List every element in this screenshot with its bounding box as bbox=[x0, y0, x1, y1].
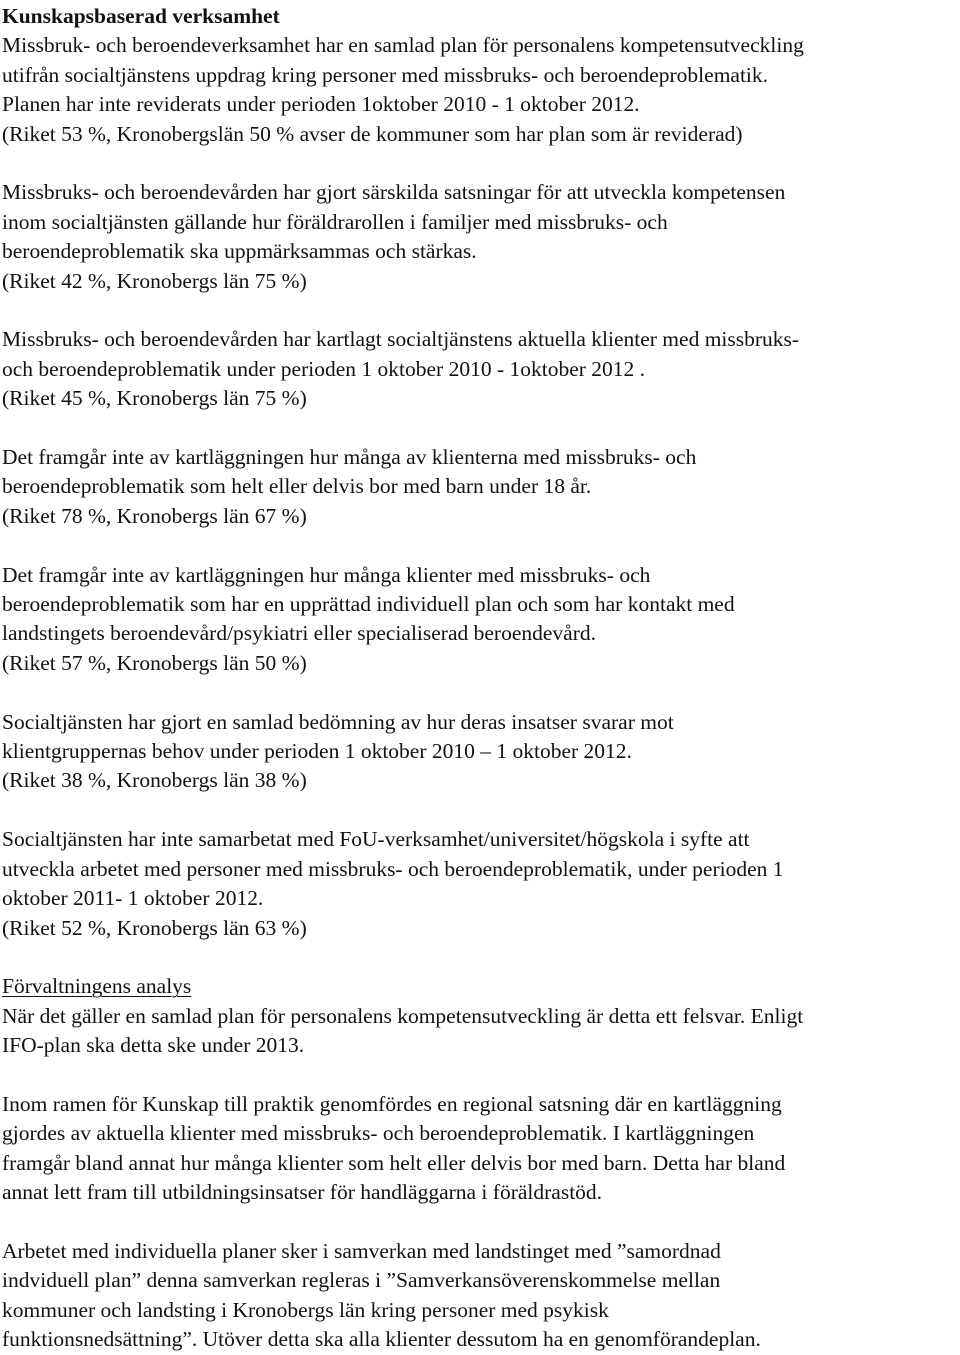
finding-paragraph bbox=[2, 825, 960, 943]
text-line: Det framgår inte av kartläggningen hur många klienter med missbruks- och bbox=[2, 562, 651, 587]
text-line: beroendeproblematik som har en upprättad individuell plan och som har kontakt med bbox=[2, 592, 735, 617]
text-line: Missbruks- och beroendevården har kartlagt socialtjänstens aktuella klienter med missbruks- bbox=[2, 327, 800, 352]
analysis-paragraph bbox=[2, 1237, 960, 1355]
paragraph-gap bbox=[2, 531, 960, 560]
text-line: framgår bland annat hur många klienter som helt eller delvis bor med barn. Detta har bland bbox=[2, 1150, 786, 1175]
text-line: (Riket 78 %, Kronobergs län 67 %) bbox=[2, 503, 307, 528]
section-heading: Kunskapsbaserad verksamhet bbox=[2, 4, 280, 28]
analysis-heading: Förvaltningens analys bbox=[2, 974, 192, 999]
analysis-paragraph bbox=[2, 1090, 960, 1208]
text-line: (Riket 42 %, Kronobergs län 75 %) bbox=[2, 268, 307, 293]
text-line: (Riket 38 %, Kronobergs län 38 %) bbox=[2, 768, 307, 793]
analysis-paragraph bbox=[2, 1002, 960, 1061]
text-line: kommuner och landsting i Kronobergs län kring personer med psykisk bbox=[2, 1297, 609, 1322]
text-line: gjordes av aktuella klienter med missbruks- och beroendeproblematik. I kartläggningen bbox=[2, 1121, 755, 1146]
text-line: Missbruks- och beroendevården har gjort särskilda satsningar för att utveckla kompetensen bbox=[2, 180, 786, 205]
text-line: beroendeproblematik som helt eller delvis bor med barn under 18 år. bbox=[2, 474, 592, 499]
finding-paragraph bbox=[2, 708, 960, 796]
text-line: Arbetet med individuella planer sker i samverkan med landstinget med ”samordnad bbox=[2, 1238, 721, 1263]
text-line: inom socialtjänsten gällande hur föräldrarollen i familjer med missbruks- och bbox=[2, 209, 668, 234]
text-line: oktober 2011- 1 oktober 2012. bbox=[2, 886, 264, 911]
paragraph-gap bbox=[2, 1208, 960, 1237]
paragraph-gap bbox=[2, 796, 960, 825]
text-line: funktionsnedsättning”. Utöver detta ska alla klienter dessutom ha en genomförandeplan. bbox=[2, 1327, 761, 1352]
paragraph-gap bbox=[2, 678, 960, 707]
findings-section bbox=[2, 31, 960, 943]
text-line: När det gäller en samlad plan för personalens kompetensutveckling är detta ett felsvar. Enligt bbox=[2, 1003, 804, 1028]
analysis-section bbox=[2, 1002, 960, 1355]
paragraph-gap bbox=[2, 296, 960, 325]
text-line: utifrån socialtjänstens uppdrag kring personer med missbruks- och beroendeproblematik. bbox=[2, 62, 769, 87]
text-line: klientgruppernas behov under perioden 1 oktober 2010 – 1 oktober 2012. bbox=[2, 739, 632, 764]
text-line: Socialtjänsten har inte samarbetat med FoU-verksamhet/universitet/högskola i syfte att bbox=[2, 827, 750, 852]
text-line: och beroendeproblematik under perioden 1 oktober 2010 - 1oktober 2012 . bbox=[2, 356, 646, 381]
finding-paragraph bbox=[2, 561, 960, 679]
text-line: Missbruk- och beroendeverksamhet har en samlad plan för personalens kompetensutveckling bbox=[2, 33, 804, 58]
text-line: Planen har inte reviderats under perioden 1oktober 2010 - 1 oktober 2012. bbox=[2, 92, 640, 117]
finding-paragraph bbox=[2, 178, 960, 296]
text-line: beroendeproblematik ska uppmärksammas och stärkas. bbox=[2, 239, 477, 264]
finding-paragraph bbox=[2, 443, 960, 531]
text-line: landstingets beroendevård/psykiatri eller specialiserad beroendevård. bbox=[2, 621, 597, 646]
text-line: Det framgår inte av kartläggningen hur många av klienterna med missbruks- och bbox=[2, 445, 697, 470]
paragraph-gap bbox=[2, 414, 960, 443]
paragraph-gap bbox=[2, 1061, 960, 1090]
text-line: Socialtjänsten har gjort en samlad bedömning av hur deras insatser svarar mot bbox=[2, 709, 674, 734]
text-line: (Riket 45 %, Kronobergs län 75 %) bbox=[2, 386, 307, 411]
paragraph-gap bbox=[2, 149, 960, 178]
finding-paragraph bbox=[2, 31, 960, 149]
text-line: IFO-plan ska detta ske under 2013. bbox=[2, 1033, 305, 1058]
text-line: (Riket 52 %, Kronobergs län 63 %) bbox=[2, 915, 307, 940]
finding-paragraph bbox=[2, 325, 960, 413]
text-line: (Riket 57 %, Kronobergs län 50 %) bbox=[2, 650, 307, 675]
text-line: Inom ramen för Kunskap till praktik genomfördes en regional satsning där en kartläggning bbox=[2, 1091, 782, 1116]
text-line: (Riket 53 %, Kronobergslän 50 % avser de kommuner som har plan som är reviderad) bbox=[2, 121, 743, 146]
text-line: utveckla arbetet med personer med missbruks- och beroendeproblematik, under perioden 1 bbox=[2, 856, 784, 881]
text-line: annat lett fram till utbildningsinsatser för handläggarna i föräldrastöd. bbox=[2, 1180, 603, 1205]
spacer bbox=[2, 943, 960, 972]
text-line: indviduell plan” denna samverkan regleras i ”Samverkansöverenskommelse mellan bbox=[2, 1268, 721, 1293]
